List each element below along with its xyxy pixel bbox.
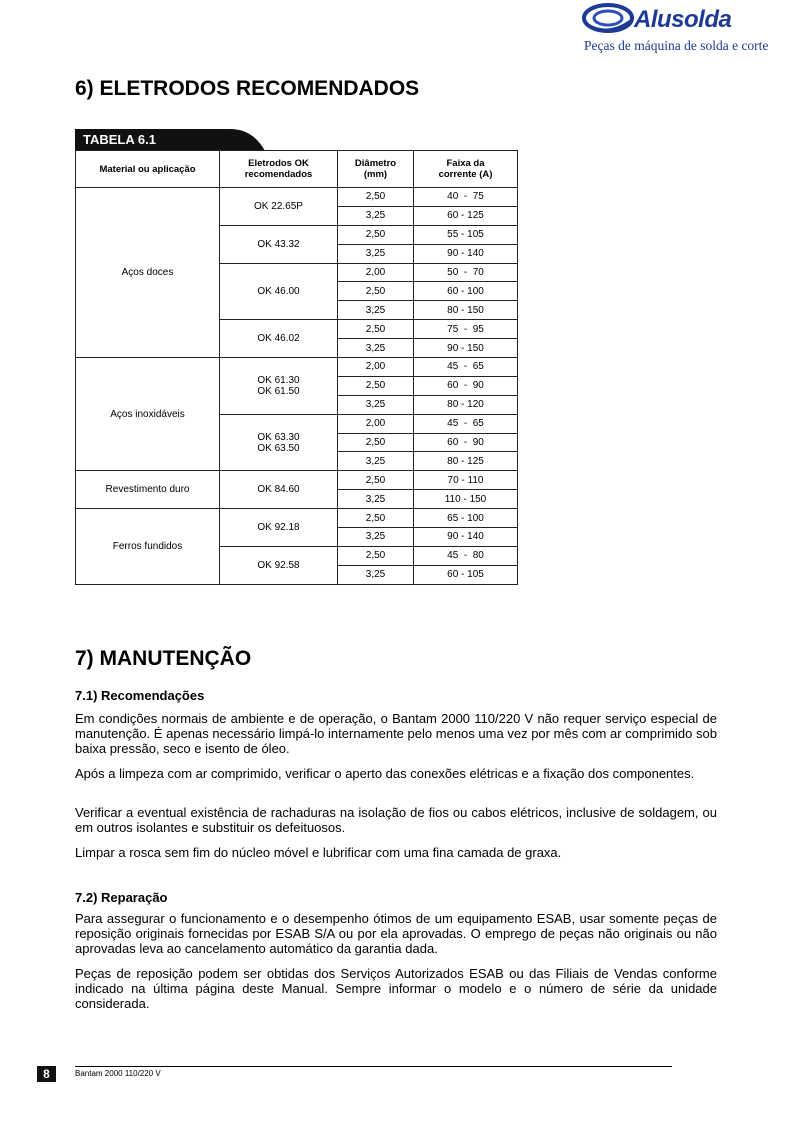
current-range-cell: 60 - 125 [414, 206, 518, 225]
electrode-cell: OK 63.30 OK 63.50 [220, 414, 338, 471]
table-header-row [76, 151, 518, 188]
footer-divider [75, 1066, 672, 1067]
diameter-cell: 2,50 [338, 282, 414, 301]
diameter-cell: 3,25 [338, 565, 414, 584]
page-number: 8 [37, 1066, 56, 1082]
material-cell: Revestimento duro [76, 471, 220, 509]
electrode-cell: OK 84.60 [220, 471, 338, 509]
current-range-cell: 80 - 125 [414, 452, 518, 471]
subsection-7-1-title: 7.1) Recomendações [75, 688, 205, 703]
electrode-cell: OK 43.32 [220, 225, 338, 263]
diameter-cell: 3,25 [338, 490, 414, 509]
section-6-title: 6) ELETRODOS RECOMENDADOS [75, 77, 420, 100]
diameter-cell: 2,00 [338, 414, 414, 433]
diameter-cell: 3,25 [338, 452, 414, 471]
current-range-cell: 40 - 75 [414, 188, 518, 207]
logo-swoosh-icon [582, 2, 642, 42]
current-range-cell: 65 - 100 [414, 509, 518, 528]
diameter-cell: 2,50 [338, 376, 414, 395]
diameter-cell: 3,25 [338, 339, 414, 358]
header-diameter: Diâmetro (mm) [338, 151, 414, 188]
table-body [76, 188, 518, 585]
table-row [76, 509, 518, 528]
paragraph: Peças de reposição podem ser obtidas dos Serviços Autorizados ESAB ou das Filiais de Vendas conforme indicado na última página deste Manual. Sempre informar o modelo e o número de série da unidade considerada. [75, 966, 717, 1012]
current-range-cell: 55 - 105 [414, 225, 518, 244]
current-range-cell: 90 - 150 [414, 339, 518, 358]
current-range-cell: 90 - 140 [414, 244, 518, 263]
paragraph: Para assegurar o funcionamento e o desempenho ótimos de um equipamento ESAB, usar somente peças de reposição originais fornecidas por ESAB S/A ou por ela aprovadas. O emprego de peças não originais ou não aprovadas leva ao cancelamento automático da garantia dada. [75, 911, 717, 957]
diameter-cell: 2,50 [338, 546, 414, 565]
table-row [76, 471, 518, 490]
current-range-cell: 60 - 105 [414, 565, 518, 584]
current-range-cell: 60 - 90 [414, 433, 518, 452]
diameter-cell: 3,25 [338, 244, 414, 263]
diameter-cell: 2,50 [338, 188, 414, 207]
current-range-cell: 45 - 65 [414, 358, 518, 377]
diameter-cell: 3,25 [338, 528, 414, 547]
electrode-cell: OK 46.00 [220, 263, 338, 320]
paragraph: Verificar a eventual existência de rachaduras na isolação de fios ou cabos elétricos, inclusive de soldagem, ou em outros isolantes e substituir os defeituosos. [75, 805, 717, 836]
paragraph: Limpar a rosca sem fim do núcleo móvel e lubrificar com uma fina camada de graxa. [75, 845, 562, 860]
current-range-cell: 90 - 140 [414, 528, 518, 547]
header-material: Material ou aplicação [76, 151, 220, 188]
electrode-cell: OK 46.02 [220, 320, 338, 358]
material-cell: Ferros fundidos [76, 509, 220, 585]
table-caption: TABELA 6.1 [83, 132, 156, 147]
current-range-cell: 75 - 95 [414, 320, 518, 339]
current-range-cell: 70 - 110 [414, 471, 518, 490]
diameter-cell: 2,50 [338, 225, 414, 244]
material-cell: Aços doces [76, 188, 220, 358]
diameter-cell: 3,25 [338, 206, 414, 225]
logo-brand: Alusolda [634, 6, 732, 33]
current-range-cell: 80 - 120 [414, 395, 518, 414]
diameter-cell: 2,50 [338, 433, 414, 452]
diameter-cell: 3,25 [338, 301, 414, 320]
diameter-cell: 3,25 [338, 395, 414, 414]
current-range-cell: 45 - 65 [414, 414, 518, 433]
header-electrodes: Eletrodos OK recomendados [220, 151, 338, 188]
logo-tagline: Peças de máquina de solda e corte [584, 38, 769, 53]
current-range-cell: 80 - 150 [414, 301, 518, 320]
footer-product-name: Bantam 2000 110/220 V [75, 1069, 161, 1078]
paragraph: Após a limpeza com ar comprimido, verificar o aperto das conexões elétricas e a fixação dos componentes. [75, 766, 695, 781]
electrode-cell: OK 22.65P [220, 188, 338, 226]
table-row [76, 188, 518, 207]
current-range-cell: 60 - 100 [414, 282, 518, 301]
diameter-cell: 2,50 [338, 509, 414, 528]
alusolda-logo [582, 2, 769, 58]
diameter-cell: 2,50 [338, 320, 414, 339]
current-range-cell: 45 - 80 [414, 546, 518, 565]
current-range-cell: 50 - 70 [414, 263, 518, 282]
paragraph: Em condições normais de ambiente e de operação, o Bantam 2000 110/220 V não requer serviço especial de manutenção. É apenas necessário limpá-lo internamente pelo menos uma vez por mês com ar comprimido sob baixa pressão, seco e isento de óleo. [75, 711, 717, 757]
electrode-cell: OK 92.18 [220, 509, 338, 547]
section-7-title: 7) MANUTENÇÃO [75, 647, 252, 670]
subsection-7-2-title: 7.2) Reparação [75, 890, 168, 905]
diameter-cell: 2,00 [338, 263, 414, 282]
material-cell: Aços inoxidáveis [76, 358, 220, 471]
current-range-cell: 60 - 90 [414, 376, 518, 395]
header-current: Faixa da corrente (A) [414, 151, 518, 188]
current-range-cell: 110 - 150 [414, 490, 518, 509]
table-row [76, 358, 518, 377]
table-caption-tab [75, 129, 265, 151]
electrode-cell: OK 61.30 OK 61.50 [220, 358, 338, 415]
electrodes-table [75, 150, 518, 585]
electrode-cell: OK 92.58 [220, 546, 338, 584]
diameter-cell: 2,00 [338, 358, 414, 377]
diameter-cell: 2,50 [338, 471, 414, 490]
